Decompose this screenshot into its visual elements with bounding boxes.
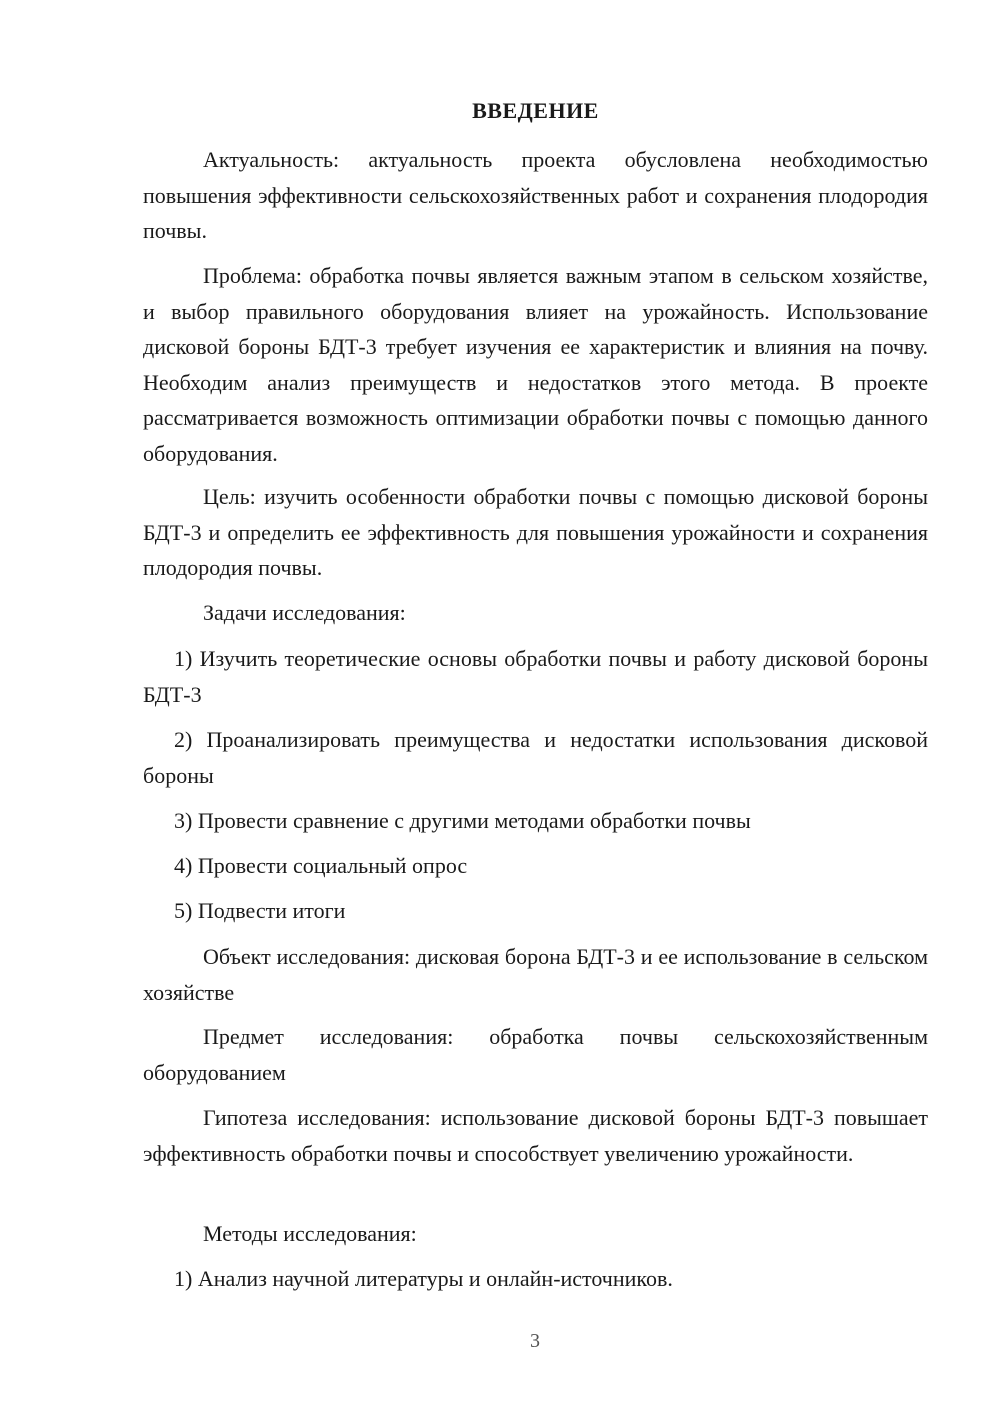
task-item-2: 2) Проанализировать преимущества и недостатки использования дисковой бороны [143,727,928,788]
paragraph-methods-heading: Методы исследования: [203,1221,417,1246]
page-number: 3 [530,1330,540,1352]
method-item-1: 1) Анализ научной литературы и онлайн-источников. [174,1266,673,1291]
paragraph-subject: Предмет исследования: обработка почвы сельскохозяйственным оборудованием [143,1024,928,1085]
page-title: ВВЕДЕНИЕ [472,98,599,123]
task-item-3: 3) Провести сравнение с другими методами обработки почвы [174,808,751,833]
paragraph-tasks-heading: Задачи исследования: [203,600,406,625]
task-item-1: 1) Изучить теоретические основы обработки почвы и работу дисковой бороны БДТ-3 [143,646,928,707]
paragraph-problem: Проблема: обработка почвы является важным этапом в сельском хозяйстве, и выбор правильного оборудования влияет на урожайность. Использование дисковой бороны БДТ-3 требует изучения ее характеристик и влияния на почву. Необходим анализ преимуществ и недостатков этого метода. В проекте рассматривается возможность оптимизации обработки почвы с помощью данного оборудования. [143,263,928,466]
paragraph-hypothesis: Гипотеза исследования: использование дисковой бороны БДТ-3 повышает эффективность обработки почвы и способствует увеличению урожайности. [143,1105,928,1166]
paragraph-relevance: Актуальность: актуальность проекта обусловлена необходимостью повышения эффективности сельскохозяйственных работ и сохранения плодородия почвы. [143,147,928,243]
paragraph-goal: Цель: изучить особенности обработки почвы с помощью дисковой бороны БДТ-3 и определить ее эффективность для повышения урожайности и сохранения плодородия почвы. [143,484,928,580]
task-item-4: 4) Провести социальный опрос [174,853,468,878]
task-item-5: 5) Подвести итоги [174,898,346,923]
paragraph-object: Объект исследования: дисковая борона БДТ-3 и ее использование в сельском хозяйстве [143,944,928,1005]
